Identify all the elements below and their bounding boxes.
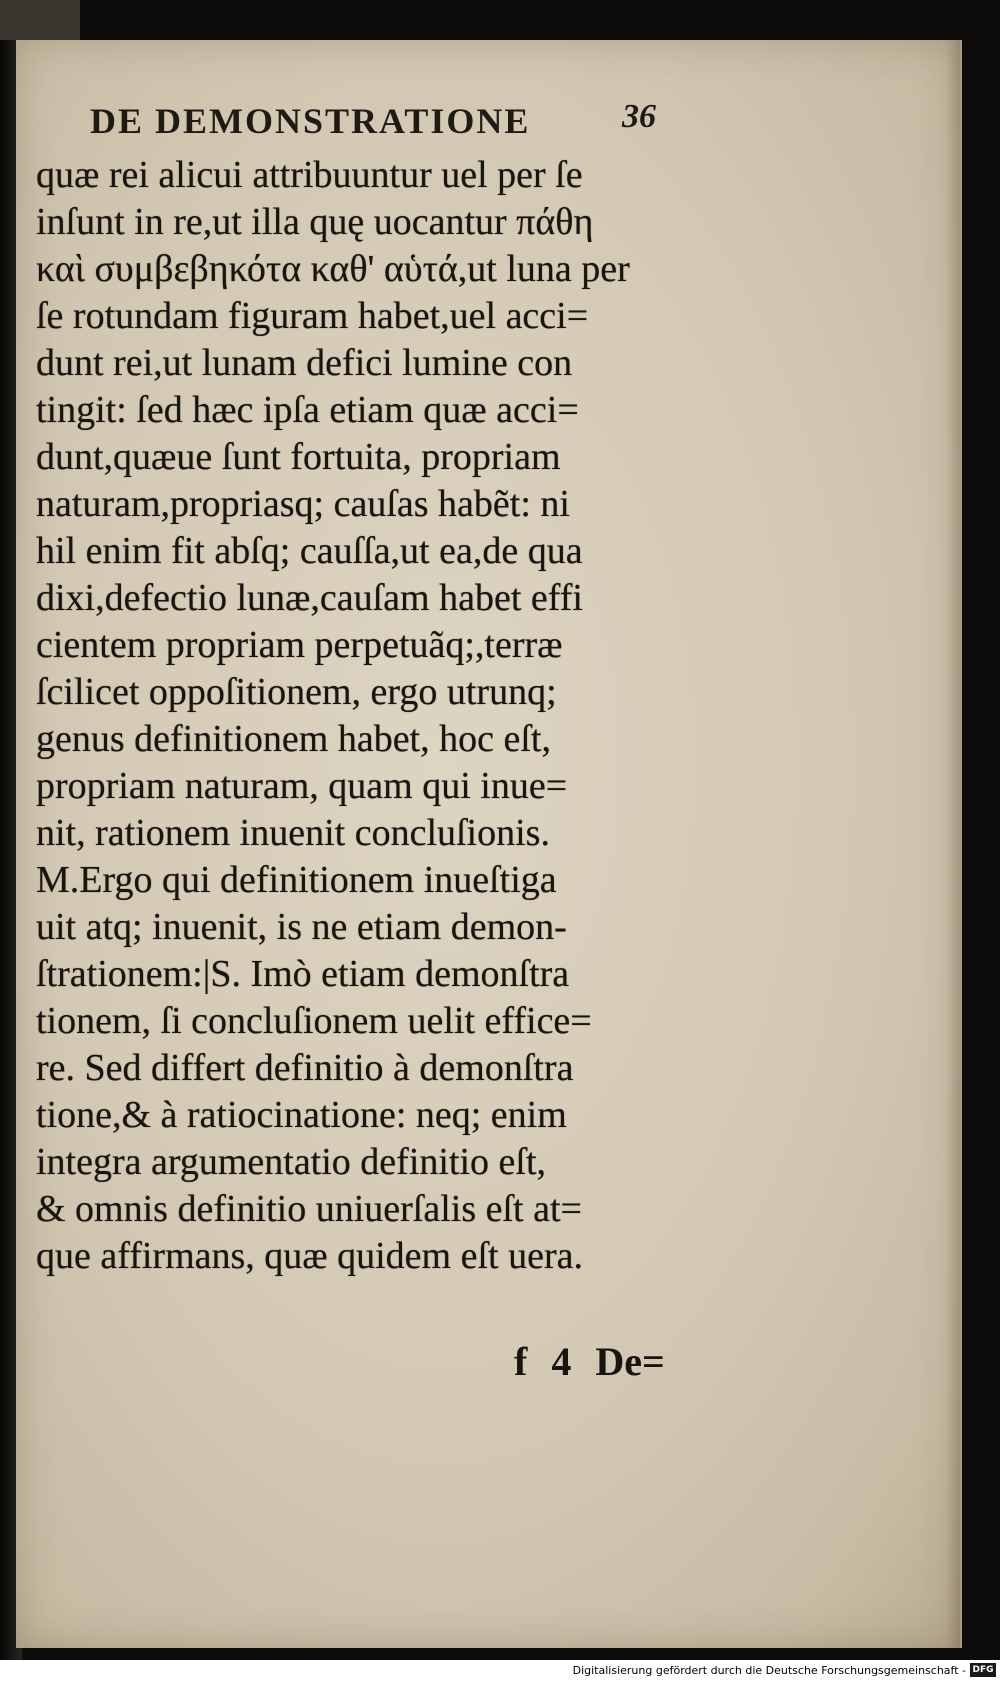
text-line: inſunt in re,ut illa quę uocantur πάθη	[36, 201, 594, 243]
text-line: dixi,defectio lunæ,cauſam habet effi	[36, 577, 583, 619]
page-number: 36	[622, 98, 656, 135]
text-line: M.Ergo qui definitionem inueſtiga	[36, 859, 557, 901]
text-line: tingit: ſed hæc ipſa etiam quæ acci=	[36, 389, 579, 431]
text-line: naturam,propriasq; cauſas habẽt: ni	[36, 483, 570, 525]
text-line: quæ rei alicui attribuuntur uel per ſe	[36, 154, 583, 196]
binding-corner	[0, 0, 80, 40]
text-line: & omnis definitio uniuerſalis eſt at=	[36, 1188, 582, 1230]
running-head: DE DEMONSTRATIONE	[90, 101, 531, 141]
text-line: ſcilicet oppoſitionem, ergo utrunq;	[36, 671, 557, 713]
text-line: ſe rotundam figuram habet,uel acci=	[36, 295, 589, 337]
text-line: propriam naturam, quam qui inue=	[36, 765, 568, 807]
signature-catchword: f 4 De=	[514, 1339, 665, 1384]
body-text	[36, 152, 726, 1280]
text-line: uit atq; inuenit, is ne etiam demon-	[36, 906, 567, 948]
text-line: integra argumentatio definitio eſt,	[36, 1141, 547, 1183]
text-line: tione,& à ratiocinatione: neq; enim	[36, 1094, 567, 1136]
text-line: re. Sed differt definitio à demonſtra	[36, 1047, 574, 1089]
text-line: ſtrationem:|S. Imò etiam demonſtra	[36, 953, 570, 995]
page-edge-shadow	[946, 40, 960, 1648]
funding-credit: Digitalisierung gefördert durch die Deutsche Forschungsgemeinschaft -	[572, 1664, 966, 1677]
text-line: genus definitionem habet, hoc eſt,	[36, 718, 551, 760]
text-line: que affirmans, quæ quidem eſt uera.	[36, 1235, 583, 1277]
text-line: nit, rationem inuenit concluſionis.	[36, 812, 550, 854]
dfg-logo: DFG	[970, 1663, 996, 1677]
text-line: καὶ συμβεβηκότα καθ' αὑτά,ut luna per	[36, 248, 630, 290]
text-line: dunt rei,ut lunam defici lumine con	[36, 342, 573, 384]
text-line: tionem, ſi concluſionem uelit effice=	[36, 1000, 592, 1042]
text-line: cientem propriam perpetuãq;,terræ	[36, 624, 563, 666]
text-line: dunt,quæue ſunt fortuita, propriam	[36, 436, 561, 478]
text-line: hil enim fit abſq; cauſſa,ut ea,de qua	[36, 530, 583, 572]
